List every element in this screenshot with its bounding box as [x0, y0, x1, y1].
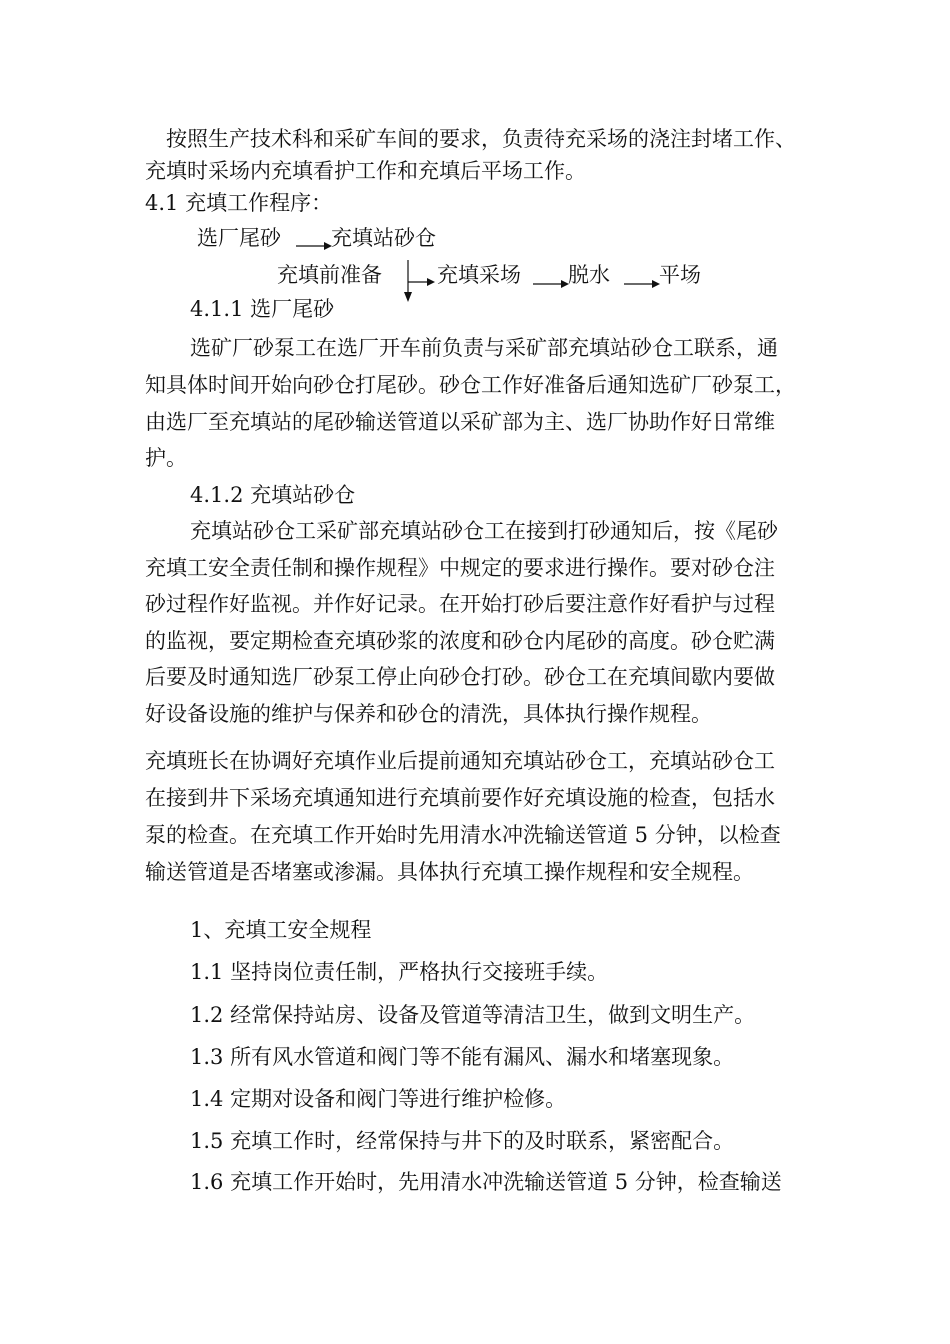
flow-step-dewatering: 脱水	[568, 263, 610, 287]
intro-line-2: 充填时采场内充填看护工作和充填后平场工作。	[145, 159, 586, 183]
safety-item: 1.4 定期对设备和阀门等进行维护检修。	[190, 1087, 567, 1111]
paragraph-line: 由选厂至充填站的尾砂输送管道以采矿部为主、选厂协助作好日常维	[145, 410, 775, 434]
flow-step-preparation: 充填前准备	[277, 263, 382, 287]
paragraph-line: 充填工安全责任制和操作规程》中规定的要求进行操作。要对砂仓注	[145, 556, 775, 580]
safety-heading: 1、充填工安全规程	[190, 918, 372, 942]
flow-step-stope: 充填采场	[437, 263, 521, 287]
paragraph-line: 的监视，要定期检查充填砂浆的浓度和砂仓内尾砂的高度。砂仓贮满	[145, 629, 775, 653]
safety-item: 1.6 充填工作开始时，先用清水冲洗输送管道 5 分钟，检查输送	[190, 1170, 782, 1194]
paragraph-line: 在接到井下采场充填通知进行充填前要作好充填设施的检查，包括水	[145, 786, 775, 810]
flow-branch-arrow-icon	[397, 258, 437, 304]
safety-item: 1.3 所有风水管道和阀门等不能有漏风、漏水和堵塞现象。	[190, 1045, 735, 1069]
paragraph-line: 泵的检查。在充填工作开始时先用清水冲洗输送管道 5 分钟，以检查	[145, 823, 781, 847]
flow-step-leveling: 平场	[659, 263, 701, 287]
paragraph-line: 充填班长在协调好充填作业后提前通知充填站砂仓工，充填站砂仓工	[145, 749, 775, 773]
flow-arrow-right-icon	[296, 228, 332, 250]
flow-arrow-right-icon	[533, 266, 569, 288]
paragraph-line: 砂过程作好监视。并作好记录。在开始打砂后要注意作好看护与过程	[145, 592, 775, 616]
paragraph-line: 选矿厂砂泵工在选厂开车前负责与采矿部充填站砂仓工联系，通	[190, 336, 778, 360]
paragraph-line: 输送管道是否堵塞或渗漏。具体执行充填工操作规程和安全规程。	[145, 860, 754, 884]
paragraph-line: 好设备设施的维护与保养和砂仓的清洗，具体执行操作规程。	[145, 702, 712, 726]
safety-item: 1.1 坚持岗位责任制，严格执行交接班手续。	[190, 960, 609, 984]
section-4-1-1-heading: 4.1.1 选厂尾砂	[190, 297, 335, 321]
paragraph-line: 护。	[145, 446, 187, 470]
section-4-1-heading: 4.1 充填工作程序：	[145, 191, 333, 215]
section-4-1-2-heading: 4.1.2 充填站砂仓	[190, 483, 356, 507]
flow-arrow-right-icon	[624, 266, 660, 288]
safety-item: 1.2 经常保持站房、设备及管道等清洁卫生，做到文明生产。	[190, 1003, 756, 1027]
flow-step-sand-bin: 充填站砂仓	[331, 226, 436, 250]
intro-line-1: 按照生产技术科和采矿车间的要求，负责待充采场的浇注封堵工作、	[166, 127, 796, 151]
paragraph-line: 知具体时间开始向砂仓打尾砂。砂仓工作好准备后通知选矿厂砂泵工，	[145, 373, 796, 397]
safety-item: 1.5 充填工作时，经常保持与井下的及时联系，紧密配合。	[190, 1129, 735, 1153]
paragraph-line: 充填站砂仓工采矿部充填站砂仓工在接到打砂通知后，按《尾砂	[190, 519, 778, 543]
paragraph-line: 后要及时通知选厂砂泵工停止向砂仓打砂。砂仓工在充填间歇内要做	[145, 665, 775, 689]
flow-step-tailings: 选厂尾砂	[197, 226, 281, 250]
